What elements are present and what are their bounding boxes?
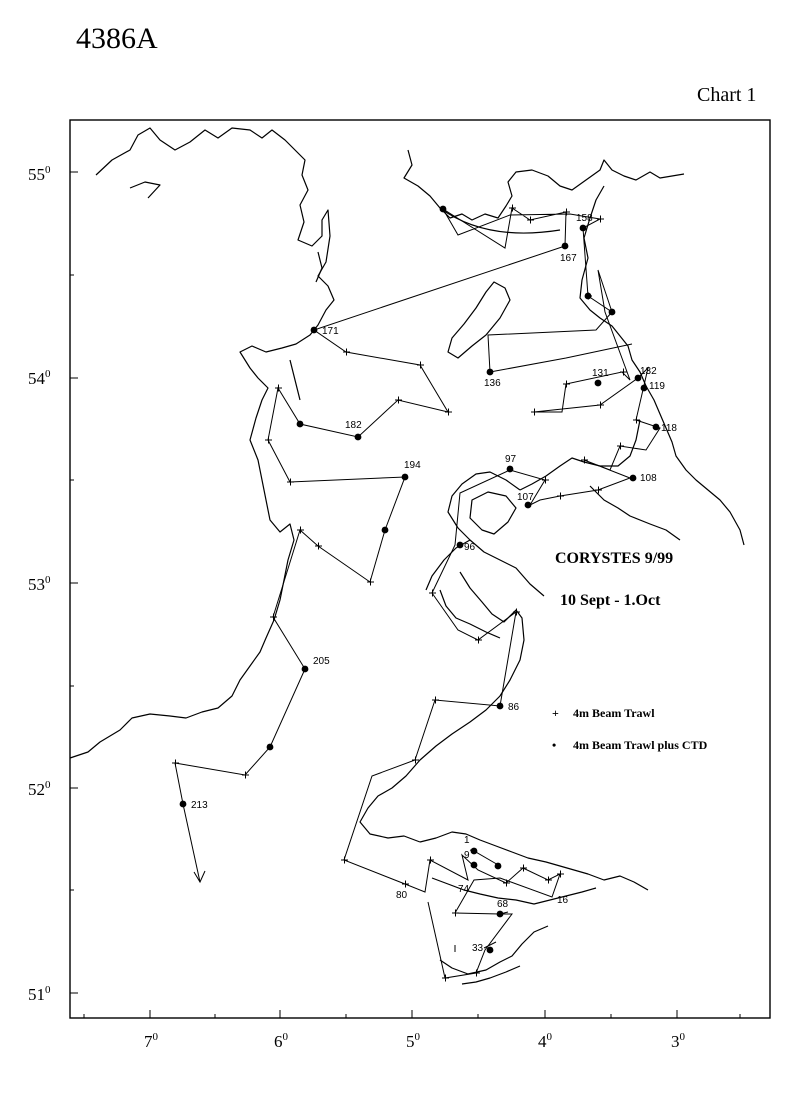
degree-mark: 0 bbox=[45, 574, 51, 586]
legend-symbol-cross: + bbox=[552, 706, 559, 720]
degree-mark: 0 bbox=[282, 1031, 288, 1043]
coast-cumbria bbox=[580, 186, 744, 545]
coast-ireland-inland bbox=[290, 360, 300, 400]
svg-text:540 bbox=[28, 368, 51, 388]
lon-label: 4 bbox=[538, 1032, 547, 1051]
legend-label-beam-trawl: 4m Beam Trawl bbox=[573, 706, 655, 720]
station-label: 132 bbox=[640, 366, 657, 377]
station-label: 118 bbox=[661, 423, 677, 434]
survey-dates: 10 Sept - 1.Oct bbox=[560, 592, 661, 609]
coast-solway bbox=[440, 208, 560, 233]
station-label: 171 bbox=[322, 326, 339, 337]
track-end-arrow bbox=[194, 871, 205, 882]
lat-label: 54 bbox=[28, 369, 45, 388]
svg-text:50 bbox=[406, 1031, 421, 1051]
station-label: 1 bbox=[464, 835, 470, 846]
coast-ireland-east bbox=[70, 128, 334, 758]
svg-text:510 bbox=[28, 984, 51, 1004]
lat-label: 51 bbox=[28, 985, 45, 1004]
track-extras bbox=[455, 312, 632, 952]
coast-cornwall-tail bbox=[462, 966, 520, 984]
lon-label: 6 bbox=[274, 1032, 283, 1051]
coast-pembroke bbox=[420, 832, 648, 890]
station-labels bbox=[191, 213, 677, 954]
station-label: 97 bbox=[505, 454, 517, 465]
station-label: 158 bbox=[576, 213, 593, 224]
station-label: 96 bbox=[464, 542, 476, 553]
degree-mark: 0 bbox=[45, 368, 51, 380]
station-label: 194 bbox=[404, 460, 421, 471]
svg-text:530 bbox=[28, 574, 51, 594]
svg-text:60 bbox=[274, 1031, 289, 1051]
lon-label: 7 bbox=[144, 1032, 153, 1051]
legend bbox=[552, 706, 708, 752]
degree-mark: 0 bbox=[152, 1031, 158, 1043]
degree-mark: 0 bbox=[45, 164, 51, 176]
station-label: 119 bbox=[649, 381, 665, 392]
coast-liverpool-bay bbox=[520, 420, 640, 490]
station-label: 182 bbox=[345, 420, 362, 431]
lat-label: 55 bbox=[28, 165, 45, 184]
lat-label: 52 bbox=[28, 780, 45, 799]
station-label: 86 bbox=[508, 702, 520, 713]
degree-mark: 0 bbox=[45, 779, 51, 791]
lat-label: 53 bbox=[28, 575, 45, 594]
map-frame bbox=[70, 120, 770, 1018]
coast-wales-north bbox=[448, 472, 544, 596]
lon-label: 5 bbox=[406, 1032, 415, 1051]
station-label: 136 bbox=[484, 378, 501, 389]
longitude-labels bbox=[144, 1031, 686, 1051]
station-label: 213 bbox=[191, 800, 208, 811]
station-label: 33 bbox=[472, 943, 484, 954]
chart-label: Chart 1 bbox=[697, 84, 757, 106]
svg-text:40 bbox=[538, 1031, 553, 1051]
degree-mark: 0 bbox=[546, 1031, 552, 1043]
degree-mark: 0 bbox=[45, 984, 51, 996]
coast-cornwall bbox=[440, 926, 548, 974]
station-label: 107 bbox=[517, 492, 534, 503]
svg-text:30 bbox=[671, 1031, 686, 1051]
station-label: 16 bbox=[557, 895, 569, 906]
coast-anglesey bbox=[470, 492, 516, 534]
station-label: 74 bbox=[458, 884, 470, 895]
coast-ireland-bay bbox=[130, 182, 160, 198]
coast-isle-of-man bbox=[448, 282, 510, 358]
station-label: 205 bbox=[313, 656, 330, 667]
station-label: 108 bbox=[640, 473, 657, 484]
station-label: 167 bbox=[560, 253, 577, 264]
lon-label: 3 bbox=[671, 1032, 680, 1051]
station-label: 9 bbox=[464, 850, 470, 861]
svg-text:70 bbox=[144, 1031, 159, 1051]
station-label: 68 bbox=[497, 899, 509, 910]
coast-dee-estuary bbox=[590, 486, 680, 540]
degree-mark: 0 bbox=[414, 1031, 420, 1043]
degree-mark: 0 bbox=[679, 1031, 685, 1043]
coast-bristol-channel bbox=[432, 878, 596, 904]
legend-symbol-dot: • bbox=[552, 738, 557, 752]
survey-title: CORYSTES 9/99 bbox=[555, 550, 674, 567]
station-label: 80 bbox=[396, 890, 408, 901]
document-id: 4386A bbox=[76, 22, 158, 55]
legend-label-beam-trawl-ctd: 4m Beam Trawl plus CTD bbox=[573, 738, 708, 752]
station-label: 131 bbox=[592, 368, 609, 379]
svg-text:520 bbox=[28, 779, 51, 799]
latitude-labels bbox=[28, 164, 51, 1004]
svg-text:550 bbox=[28, 164, 51, 184]
